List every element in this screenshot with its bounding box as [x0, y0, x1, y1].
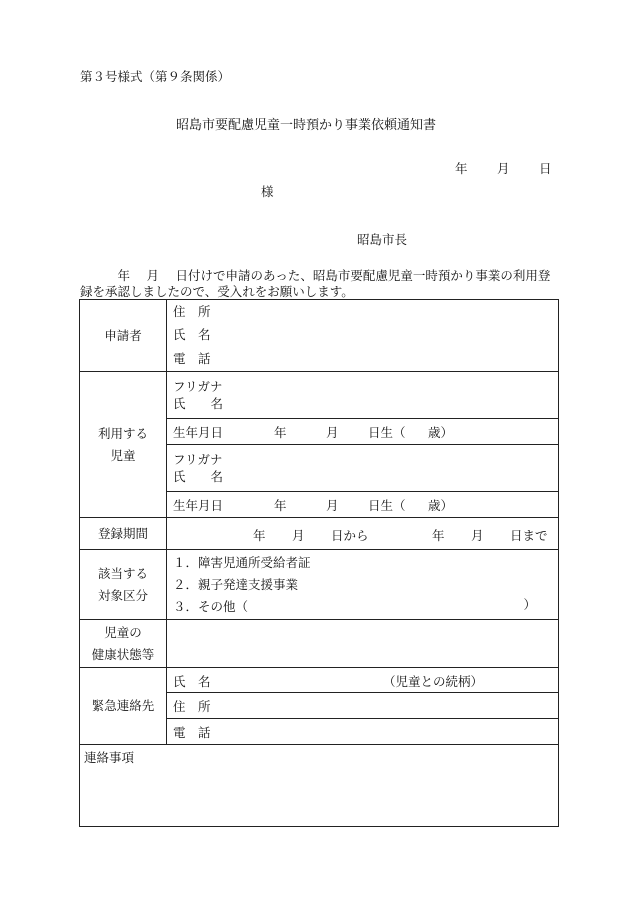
child1-name-cell [167, 372, 559, 419]
form-table [79, 299, 559, 827]
issuer: 昭島市長 [357, 232, 408, 247]
health-value [167, 620, 559, 668]
period-label: 登録期間 [80, 518, 167, 550]
page-title: 昭島市要配慮児童一時預かり事業依頼通知書 [176, 118, 437, 133]
child2-name: 氏 名 [173, 469, 224, 484]
emergency-phone: 電 話 [167, 719, 559, 745]
date-year: 年 [455, 161, 468, 176]
child1-birth: 生年月日 年 月 日生（ 歳） [167, 419, 559, 445]
date-day: 日 [539, 161, 552, 176]
date-month: 月 [497, 161, 510, 176]
intro-text: 年 月 日付けで申請のあった、昭島市要配慮児童一時預かり事業の利用登録を承認しましたので、受入れをお願いします。 [80, 268, 551, 299]
notes-cell [80, 745, 559, 827]
applicant-address: 住 所 [167, 300, 559, 323]
child-label: 利用する 児童 [80, 372, 167, 518]
period-value: 年 月 日から 年 月 日まで [167, 518, 559, 550]
health-label: 児童の 健康状態等 [80, 620, 167, 668]
category-option-2: ２．親子発達支援事業 [173, 576, 299, 592]
child2-name-cell [167, 445, 559, 492]
child2-furigana: フリガナ [173, 452, 223, 467]
form-number: 第３号様式（第９条関係） [80, 69, 231, 84]
emergency-address: 住 所 [167, 693, 559, 719]
addressee-suffix: 様 [261, 184, 274, 199]
child1-furigana: フリガナ [173, 379, 223, 394]
category-option-3: ３．その他（ [173, 598, 249, 614]
applicant-name: 氏 名 [167, 323, 559, 345]
child2-birth: 生年月日 年 月 日生（ 歳） [167, 492, 559, 518]
notes-label: 連絡事項 [84, 750, 135, 765]
category-options [167, 550, 559, 620]
category-close: ） [523, 597, 536, 612]
emergency-name: 氏 名 （児童との続柄） [167, 668, 559, 693]
applicant-phone: 電 話 [167, 345, 559, 372]
applicant-label: 申請者 [80, 300, 167, 372]
child1-name: 氏 名 [173, 396, 224, 411]
category-option-1: １．障害児通所受給者証 [173, 554, 311, 570]
emergency-label: 緊急連絡先 [80, 668, 167, 745]
category-label: 該当する 対象区分 [80, 550, 167, 620]
